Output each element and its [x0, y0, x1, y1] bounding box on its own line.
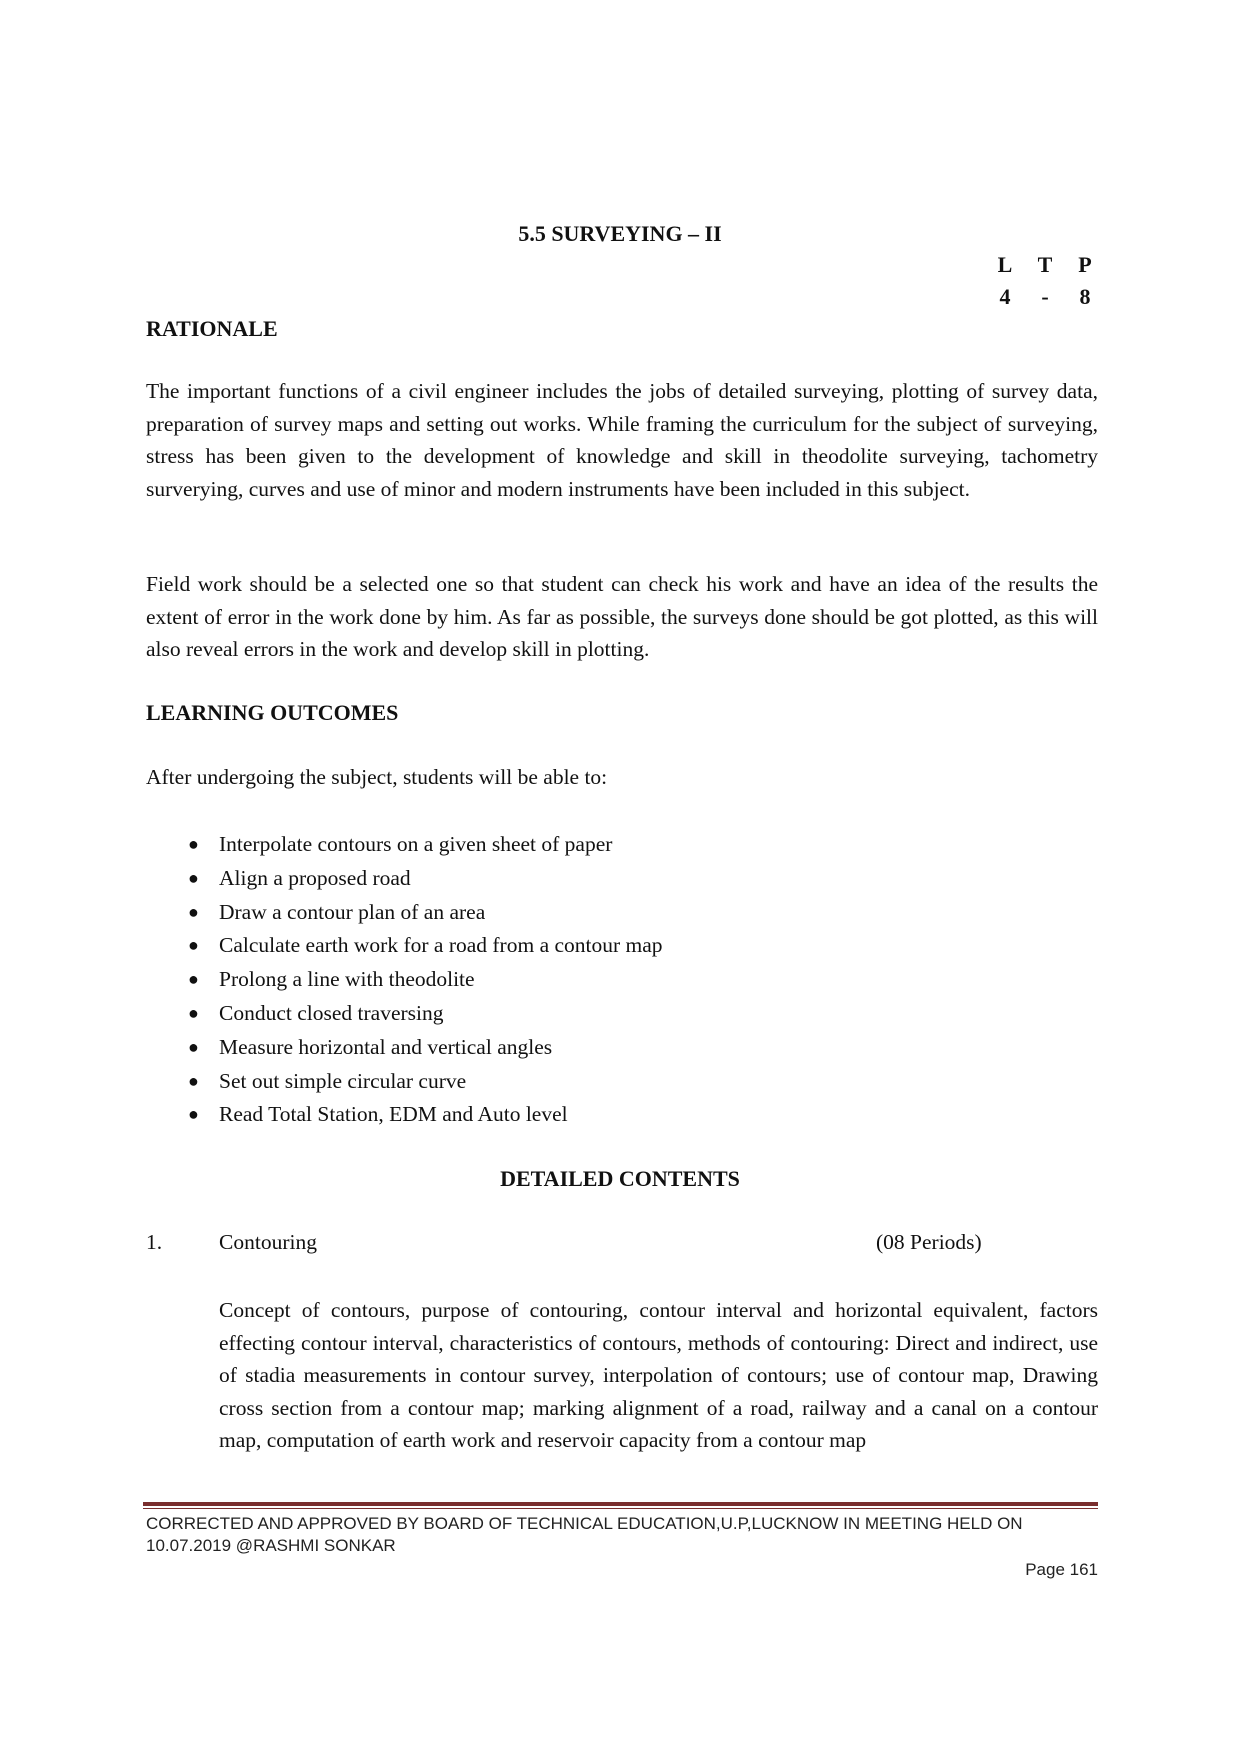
ltp-value-l: 4 [999, 284, 1011, 309]
bullet-icon: ● [188, 901, 199, 922]
list-item: ● Prolong a line with theodolite [146, 963, 663, 997]
rationale-heading: RATIONALE [146, 316, 278, 341]
footer-line-2: 10.07.2019 @RASHMI SONKAR [146, 1536, 396, 1555]
detailed-contents-heading: DETAILED CONTENTS [500, 1166, 740, 1191]
bullet-icon: ● [188, 834, 199, 854]
ltp-header-row [985, 252, 1105, 278]
bullet-icon: ● [188, 935, 199, 956]
page-number: Page 161 [1025, 1560, 1098, 1579]
list-item: ● Align a proposed road [146, 862, 663, 896]
list-item: ● Read Total Station, EDM and Auto level [146, 1098, 663, 1132]
learning-outcomes-list [146, 828, 663, 1132]
ltp-value-t: - [1041, 284, 1049, 309]
unit-periods: (08 Periods) [876, 1230, 982, 1254]
bullet-icon: ● [188, 1036, 199, 1057]
list-item: ● Set out simple circular curve [146, 1065, 663, 1099]
footer-divider [143, 1502, 1098, 1509]
footer-note [146, 1513, 1106, 1557]
list-item: ● Interpolate contours on a given sheet of paper [146, 828, 663, 862]
bullet-icon: ● [188, 1104, 199, 1125]
ltp-header-t: T [1037, 252, 1053, 277]
ltp-header-p: P [1078, 252, 1092, 277]
rationale-paragraph-1: The important functions of a civil engineer includes the jobs of detailed surveying, plotting of survey data, preparation of survey maps and setting out works. While framing the curriculum for the subject of surveying, stress has been given to the development of knowledge and skill in theodolite surveying, tachometry surverying, curves and use of minor and modern instruments have been included in this subject. [146, 379, 1098, 501]
bullet-icon: ● [188, 867, 199, 888]
list-item: ● Calculate earth work for a road from a contour map [146, 929, 663, 963]
list-item: ● Conduct closed traversing [146, 997, 663, 1031]
bullet-icon: ● [188, 1070, 199, 1091]
list-item: ● Measure horizontal and vertical angles [146, 1031, 663, 1065]
unit-description: Concept of contours, purpose of contouring, contour interval and horizontal equivalent, factors effecting contour interval, characteristics of contours, methods of contouring: Direct and indirect, use of stadia measurements in contour survey, interpolation of contours; use of contour map, Drawing cross section from a contour map; marking alignment of a road, railway and a canal on a contour map, computation of earth work and reservoir capacity from a contour map [219, 1298, 1098, 1452]
footer-line-1: CORRECTED AND APPROVED BY BOARD OF TECHNICAL EDUCATION,U.P,LUCKNOW IN MEETING HELD ON [146, 1514, 1023, 1533]
ltp-value-p: 8 [1079, 284, 1091, 309]
learning-outcomes-heading: LEARNING OUTCOMES [146, 700, 399, 725]
bullet-icon: ● [188, 1002, 199, 1023]
ltp-header-l: L [997, 252, 1013, 277]
page-title: 5.5 SURVEYING – II [518, 221, 722, 246]
ltp-value-row [985, 284, 1105, 310]
unit-title: Contouring [219, 1230, 317, 1254]
unit-number: 1. [146, 1230, 163, 1254]
list-item: ● Draw a contour plan of an area [146, 896, 663, 930]
bullet-icon: ● [188, 969, 199, 990]
rationale-paragraph-2: Field work should be a selected one so that student can check his work and have an idea of the results the extent of error in the work done by him. As far as possible, the surveys done should be got plotted, as this will also reveal errors in the work and develop skill in plotting. [146, 572, 1098, 661]
learning-outcomes-intro: After undergoing the subject, students will be able to: [146, 765, 608, 789]
